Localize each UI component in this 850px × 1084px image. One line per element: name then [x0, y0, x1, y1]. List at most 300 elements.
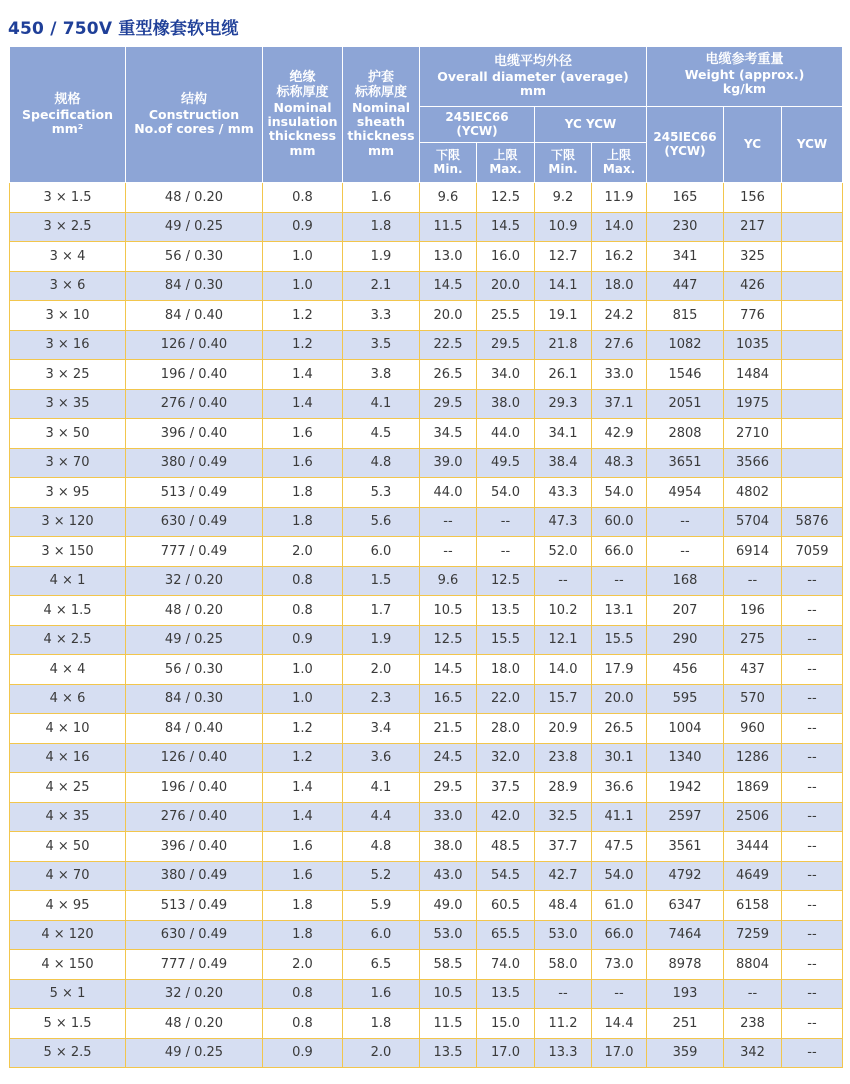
cell-construction: 84 / 0.40 [126, 301, 263, 331]
header-diameter-zh: 电缆平均外径 [493, 53, 572, 69]
cell-d-245-max: -- [477, 507, 535, 537]
cell-sheath: 5.3 [343, 478, 420, 508]
cell-d-245-min: 53.0 [420, 920, 477, 950]
cell-w-245iec66: 2051 [647, 389, 724, 419]
cell-d-245-max: 37.5 [477, 773, 535, 803]
cell-w-ycw [782, 183, 843, 213]
header-sheath [343, 47, 420, 183]
cell-w-yc: 426 [724, 271, 782, 301]
cell-d-ycycw-max: 15.5 [592, 625, 647, 655]
cell-sheath: 3.8 [343, 360, 420, 390]
cell-w-245iec66: 4954 [647, 478, 724, 508]
header-spec-zh: 规格 [54, 91, 81, 107]
cell-insulation: 2.0 [263, 537, 343, 567]
cell-d-ycycw-max: 27.6 [592, 330, 647, 360]
cell-insulation: 1.4 [263, 802, 343, 832]
cell-construction: 48 / 0.20 [126, 183, 263, 213]
cell-d-245-min: 38.0 [420, 832, 477, 862]
cell-w-245iec66: 359 [647, 1038, 724, 1068]
table-row [10, 596, 843, 626]
cell-sheath: 4.8 [343, 448, 420, 478]
header-diameter-unit: mm [519, 82, 547, 98]
cell-w-yc: -- [724, 979, 782, 1009]
cell-construction: 49 / 0.25 [126, 625, 263, 655]
cell-d-ycycw-min: 13.3 [535, 1038, 592, 1068]
cell-sheath: 1.8 [343, 1009, 420, 1039]
cell-w-245iec66: 193 [647, 979, 724, 1009]
cell-w-ycw: -- [782, 979, 843, 1009]
header-min-zh: 下限 [550, 147, 575, 162]
table-row [10, 743, 843, 773]
header-insulation-zh: 绝缘 [289, 69, 316, 85]
table-row [10, 271, 843, 301]
cell-d-245-min: 11.5 [420, 212, 477, 242]
cell-d-ycycw-max: 37.1 [592, 389, 647, 419]
cell-d-245-min: 34.5 [420, 419, 477, 449]
cell-insulation: 1.8 [263, 478, 343, 508]
cell-construction: 630 / 0.49 [126, 507, 263, 537]
cell-d-ycycw-max: 13.1 [592, 596, 647, 626]
cell-d-ycycw-min: 23.8 [535, 743, 592, 773]
cell-d-ycycw-max: 66.0 [592, 920, 647, 950]
header-max-zh: 上限 [493, 147, 518, 162]
cell-w-yc: 7259 [724, 920, 782, 950]
cell-w-yc: 325 [724, 242, 782, 272]
table-row [10, 183, 843, 213]
cell-w-yc: 4649 [724, 861, 782, 891]
cell-d-245-max: 14.5 [477, 212, 535, 242]
table-row [10, 802, 843, 832]
table-row [10, 714, 843, 744]
header-max-1 [477, 143, 535, 183]
cell-d-245-min: 16.5 [420, 684, 477, 714]
cell-w-245iec66: 290 [647, 625, 724, 655]
cell-insulation: 1.0 [263, 271, 343, 301]
table-header [10, 47, 843, 183]
cell-spec: 4 × 150 [10, 950, 126, 980]
cell-d-245-max: 48.5 [477, 832, 535, 862]
cable-spec-table [9, 46, 843, 1068]
cell-construction: 396 / 0.40 [126, 832, 263, 862]
cell-w-yc: 238 [724, 1009, 782, 1039]
cell-spec: 3 × 25 [10, 360, 126, 390]
cell-w-245iec66: -- [647, 507, 724, 537]
cell-construction: 380 / 0.49 [126, 448, 263, 478]
cell-d-ycycw-min: 28.9 [535, 773, 592, 803]
cell-construction: 630 / 0.49 [126, 920, 263, 950]
cell-w-ycw: -- [782, 625, 843, 655]
cell-insulation: 1.8 [263, 920, 343, 950]
cell-w-ycw: -- [782, 655, 843, 685]
cell-sheath: 2.3 [343, 684, 420, 714]
cell-d-ycycw-min: 21.8 [535, 330, 592, 360]
cell-d-245-min: -- [420, 507, 477, 537]
cell-sheath: 4.8 [343, 832, 420, 862]
table-row [10, 655, 843, 685]
cell-d-ycycw-max: 26.5 [592, 714, 647, 744]
cell-w-yc: 1869 [724, 773, 782, 803]
cell-d-ycycw-min: -- [535, 566, 592, 596]
cell-sheath: 4.1 [343, 773, 420, 803]
table-body [10, 183, 843, 1068]
table-row [10, 950, 843, 980]
cell-d-245-min: 29.5 [420, 773, 477, 803]
cell-insulation: 1.2 [263, 301, 343, 331]
header-insulation [263, 47, 343, 183]
cell-w-yc: 5704 [724, 507, 782, 537]
header-weight-ycw [782, 107, 843, 183]
cell-d-ycycw-max: 61.0 [592, 891, 647, 921]
header-sheath-en2: sheath [356, 114, 406, 130]
cell-spec: 3 × 120 [10, 507, 126, 537]
cell-insulation: 1.0 [263, 684, 343, 714]
table-row [10, 625, 843, 655]
table-row [10, 891, 843, 921]
cell-insulation: 0.8 [263, 1009, 343, 1039]
cell-w-245iec66: 230 [647, 212, 724, 242]
header-diameter-245iec66 [420, 107, 535, 143]
cell-sheath: 5.6 [343, 507, 420, 537]
header-weight-zh: 电缆参考重量 [705, 52, 784, 67]
cell-spec: 5 × 1.5 [10, 1009, 126, 1039]
cell-d-245-max: 34.0 [477, 360, 535, 390]
cell-w-ycw: -- [782, 566, 843, 596]
cell-d-ycycw-min: 9.2 [535, 183, 592, 213]
header-construction-en: Construction [148, 106, 240, 122]
cell-insulation: 1.0 [263, 655, 343, 685]
cell-d-ycycw-max: 33.0 [592, 360, 647, 390]
cell-w-yc: 776 [724, 301, 782, 331]
cell-spec: 3 × 4 [10, 242, 126, 272]
cell-w-245iec66: 6347 [647, 891, 724, 921]
cell-d-245-max: 38.0 [477, 389, 535, 419]
cell-w-yc: 960 [724, 714, 782, 744]
cell-sheath: 6.0 [343, 537, 420, 567]
cell-sheath: 2.1 [343, 271, 420, 301]
cell-d-ycycw-max: 48.3 [592, 448, 647, 478]
cell-d-245-min: 20.0 [420, 301, 477, 331]
cell-d-245-max: 29.5 [477, 330, 535, 360]
table-row [10, 1009, 843, 1039]
cell-construction: 126 / 0.40 [126, 330, 263, 360]
cell-spec: 4 × 1 [10, 566, 126, 596]
cell-sheath: 6.5 [343, 950, 420, 980]
cell-spec: 3 × 50 [10, 419, 126, 449]
header-weight-245iec66 [647, 107, 724, 183]
cell-sheath: 2.0 [343, 655, 420, 685]
cell-insulation: 0.8 [263, 979, 343, 1009]
cell-d-ycycw-min: 58.0 [535, 950, 592, 980]
cell-d-245-max: 15.5 [477, 625, 535, 655]
cell-w-ycw: 5876 [782, 507, 843, 537]
cell-spec: 3 × 6 [10, 271, 126, 301]
cell-d-245-min: -- [420, 537, 477, 567]
cell-sheath: 1.6 [343, 979, 420, 1009]
cell-insulation: 1.6 [263, 448, 343, 478]
cell-spec: 3 × 70 [10, 448, 126, 478]
header-weight [647, 47, 843, 107]
cell-spec: 4 × 35 [10, 802, 126, 832]
cell-d-245-max: 22.0 [477, 684, 535, 714]
cell-w-ycw: -- [782, 802, 843, 832]
cell-d-ycycw-max: 11.9 [592, 183, 647, 213]
cell-w-245iec66: 7464 [647, 920, 724, 950]
table-row [10, 360, 843, 390]
cell-construction: 513 / 0.49 [126, 891, 263, 921]
cell-d-ycycw-max: 47.5 [592, 832, 647, 862]
cell-insulation: 1.4 [263, 389, 343, 419]
header-construction [126, 47, 263, 183]
cell-sheath: 5.2 [343, 861, 420, 891]
cell-d-ycycw-min: 43.3 [535, 478, 592, 508]
cell-d-245-max: 65.5 [477, 920, 535, 950]
cell-d-ycycw-max: 18.0 [592, 271, 647, 301]
cell-w-245iec66: 595 [647, 684, 724, 714]
cell-w-ycw [782, 360, 843, 390]
header-overall-diameter [420, 47, 647, 107]
cell-w-ycw [782, 242, 843, 272]
cell-d-ycycw-min: 20.9 [535, 714, 592, 744]
header-diameter-245iec66-l1: 245IEC66 [445, 109, 509, 124]
cell-insulation: 1.2 [263, 714, 343, 744]
cell-w-ycw: -- [782, 891, 843, 921]
cell-w-yc: 196 [724, 596, 782, 626]
header-insulation-unit: mm [289, 142, 316, 158]
cell-d-ycycw-min: 19.1 [535, 301, 592, 331]
cell-construction: 56 / 0.30 [126, 655, 263, 685]
cell-w-yc: -- [724, 566, 782, 596]
cell-spec: 4 × 25 [10, 773, 126, 803]
cell-insulation: 0.8 [263, 566, 343, 596]
table-row [10, 773, 843, 803]
cell-w-yc: 1975 [724, 389, 782, 419]
cell-insulation: 1.8 [263, 891, 343, 921]
cell-w-ycw: 7059 [782, 537, 843, 567]
cell-d-ycycw-min: 38.4 [535, 448, 592, 478]
cell-sheath: 4.1 [343, 389, 420, 419]
cell-insulation: 0.9 [263, 625, 343, 655]
cell-d-ycycw-max: 36.6 [592, 773, 647, 803]
header-max-zh: 上限 [606, 147, 631, 162]
cell-spec: 3 × 150 [10, 537, 126, 567]
cell-spec: 3 × 10 [10, 301, 126, 331]
cell-spec: 3 × 2.5 [10, 212, 126, 242]
table-row [10, 330, 843, 360]
cell-spec: 4 × 70 [10, 861, 126, 891]
cell-d-ycycw-max: 42.9 [592, 419, 647, 449]
header-weight-245iec66-l1: 245IEC66 [653, 129, 717, 144]
cell-d-ycycw-max: 24.2 [592, 301, 647, 331]
header-sheath-zh2: 标称厚度 [354, 84, 407, 100]
cell-construction: 380 / 0.49 [126, 861, 263, 891]
cell-d-245-min: 13.0 [420, 242, 477, 272]
table-row [10, 861, 843, 891]
cell-w-yc: 2506 [724, 802, 782, 832]
header-sheath-en1: Nominal [352, 99, 410, 115]
cell-w-ycw [782, 301, 843, 331]
cell-d-245-max: 54.5 [477, 861, 535, 891]
cell-spec: 3 × 16 [10, 330, 126, 360]
cell-d-245-min: 29.5 [420, 389, 477, 419]
header-max-en: Max. [602, 161, 636, 176]
cell-spec: 4 × 1.5 [10, 596, 126, 626]
table-row [10, 920, 843, 950]
table-row [10, 448, 843, 478]
header-weight-245iec66-l2: (YCW) [664, 143, 706, 158]
table-row [10, 419, 843, 449]
header-sheath-zh: 护套 [367, 69, 394, 85]
cell-w-yc: 1286 [724, 743, 782, 773]
cell-sheath: 4.5 [343, 419, 420, 449]
cell-d-ycycw-min: 52.0 [535, 537, 592, 567]
cell-construction: 396 / 0.40 [126, 419, 263, 449]
header-construction-zh: 结构 [180, 91, 207, 107]
cell-sheath: 1.8 [343, 212, 420, 242]
cell-d-245-min: 22.5 [420, 330, 477, 360]
header-insulation-en3: thickness [268, 128, 337, 144]
cell-w-ycw [782, 330, 843, 360]
cell-w-245iec66: 165 [647, 183, 724, 213]
cell-w-ycw: -- [782, 684, 843, 714]
table-row [10, 566, 843, 596]
cell-w-ycw: -- [782, 743, 843, 773]
header-diameter-yc-ycw-label: YC YCW [564, 116, 617, 131]
cell-d-245-min: 24.5 [420, 743, 477, 773]
cell-w-yc: 4802 [724, 478, 782, 508]
cell-w-ycw: -- [782, 773, 843, 803]
cell-w-ycw: -- [782, 832, 843, 862]
cell-d-ycycw-min: 14.1 [535, 271, 592, 301]
cell-construction: 48 / 0.20 [126, 596, 263, 626]
cell-sheath: 1.9 [343, 625, 420, 655]
cell-spec: 5 × 1 [10, 979, 126, 1009]
cell-spec: 3 × 95 [10, 478, 126, 508]
cell-d-245-max: 15.0 [477, 1009, 535, 1039]
cell-w-245iec66: 341 [647, 242, 724, 272]
table-row [10, 301, 843, 331]
cell-d-ycycw-max: 20.0 [592, 684, 647, 714]
cell-d-245-min: 10.5 [420, 979, 477, 1009]
cell-w-yc: 570 [724, 684, 782, 714]
table-row [10, 212, 843, 242]
cell-w-245iec66: -- [647, 537, 724, 567]
cell-w-yc: 1035 [724, 330, 782, 360]
cell-d-ycycw-max: -- [592, 566, 647, 596]
header-min-1 [420, 143, 477, 183]
table-row [10, 507, 843, 537]
cell-insulation: 1.4 [263, 360, 343, 390]
cell-w-ycw [782, 448, 843, 478]
cell-w-yc: 2710 [724, 419, 782, 449]
cell-d-245-max: 32.0 [477, 743, 535, 773]
cell-w-ycw: -- [782, 714, 843, 744]
cell-construction: 84 / 0.30 [126, 684, 263, 714]
cell-d-245-min: 13.5 [420, 1038, 477, 1068]
cell-construction: 32 / 0.20 [126, 566, 263, 596]
cell-sheath: 1.9 [343, 242, 420, 272]
header-spec-unit: mm² [51, 120, 84, 136]
cell-construction: 84 / 0.40 [126, 714, 263, 744]
header-sheath-unit: mm [367, 142, 395, 158]
cell-d-ycycw-min: 32.5 [535, 802, 592, 832]
cell-w-245iec66: 2808 [647, 419, 724, 449]
header-sheath-en3: thickness [347, 128, 415, 144]
cell-d-245-min: 39.0 [420, 448, 477, 478]
cell-d-ycycw-min: 11.2 [535, 1009, 592, 1039]
cell-d-ycycw-min: 26.1 [535, 360, 592, 390]
cell-spec: 4 × 95 [10, 891, 126, 921]
cell-insulation: 1.2 [263, 743, 343, 773]
cell-d-245-max: 60.5 [477, 891, 535, 921]
cell-d-ycycw-max: 14.0 [592, 212, 647, 242]
cell-d-245-max: 74.0 [477, 950, 535, 980]
cell-w-yc: 6158 [724, 891, 782, 921]
table-row [10, 684, 843, 714]
cell-insulation: 1.8 [263, 507, 343, 537]
cell-d-ycycw-max: 41.1 [592, 802, 647, 832]
cell-sheath: 4.4 [343, 802, 420, 832]
table-row [10, 1038, 843, 1068]
cell-w-ycw: -- [782, 950, 843, 980]
cell-w-yc: 8804 [724, 950, 782, 980]
cell-d-245-min: 9.6 [420, 183, 477, 213]
cell-w-245iec66: 456 [647, 655, 724, 685]
cell-d-245-max: 17.0 [477, 1038, 535, 1068]
cell-w-ycw: -- [782, 1038, 843, 1068]
cell-d-245-min: 26.5 [420, 360, 477, 390]
cell-w-ycw [782, 478, 843, 508]
cell-d-245-min: 21.5 [420, 714, 477, 744]
cell-d-ycycw-min: -- [535, 979, 592, 1009]
cell-d-245-max: 13.5 [477, 596, 535, 626]
cell-d-ycycw-min: 48.4 [535, 891, 592, 921]
cell-d-ycycw-max: 30.1 [592, 743, 647, 773]
cell-construction: 48 / 0.20 [126, 1009, 263, 1039]
cell-w-ycw: -- [782, 920, 843, 950]
header-weight-yc-label: YC [743, 136, 762, 151]
cell-d-ycycw-max: 14.4 [592, 1009, 647, 1039]
cell-construction: 32 / 0.20 [126, 979, 263, 1009]
cell-d-245-min: 9.6 [420, 566, 477, 596]
cell-w-245iec66: 251 [647, 1009, 724, 1039]
cell-insulation: 1.2 [263, 330, 343, 360]
cell-d-ycycw-max: 17.9 [592, 655, 647, 685]
cell-d-ycycw-max: 16.2 [592, 242, 647, 272]
cell-insulation: 1.4 [263, 773, 343, 803]
cell-w-245iec66: 168 [647, 566, 724, 596]
cell-w-ycw: -- [782, 596, 843, 626]
cell-d-245-min: 49.0 [420, 891, 477, 921]
cell-d-245-max: 25.5 [477, 301, 535, 331]
cell-sheath: 1.7 [343, 596, 420, 626]
cell-sheath: 3.3 [343, 301, 420, 331]
cell-w-245iec66: 3651 [647, 448, 724, 478]
cell-d-ycycw-max: 54.0 [592, 861, 647, 891]
cell-d-245-max: 20.0 [477, 271, 535, 301]
cell-spec: 4 × 10 [10, 714, 126, 744]
cell-d-ycycw-min: 47.3 [535, 507, 592, 537]
cell-w-yc: 3566 [724, 448, 782, 478]
header-spec-en: Specification [22, 106, 113, 122]
cell-w-yc: 275 [724, 625, 782, 655]
header-specification [10, 47, 126, 183]
header-insulation-en2: insulation [267, 114, 338, 130]
header-construction-unit: No.of cores / mm [134, 120, 254, 136]
table-row [10, 242, 843, 272]
cell-sheath: 1.6 [343, 183, 420, 213]
cell-d-ycycw-max: 60.0 [592, 507, 647, 537]
cell-sheath: 3.4 [343, 714, 420, 744]
